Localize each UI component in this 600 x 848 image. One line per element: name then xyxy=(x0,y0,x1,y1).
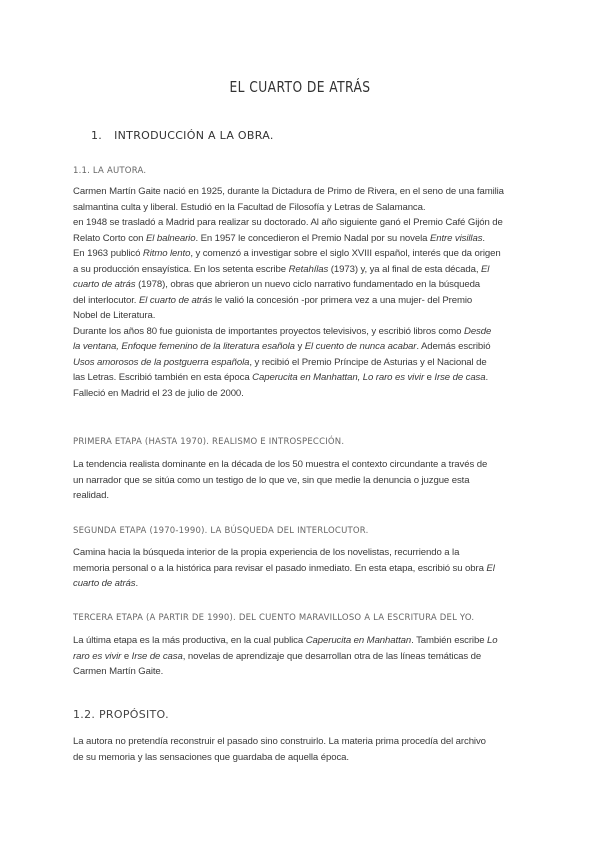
text-line xyxy=(73,324,528,340)
text-line xyxy=(73,750,528,766)
text-line xyxy=(73,473,528,489)
italic-title-run: Irse de casa xyxy=(131,650,183,662)
text-run: En 1963 publicó xyxy=(73,248,143,259)
document-title: EL CUARTO DE ATRÁS xyxy=(229,78,371,96)
text-line xyxy=(73,649,528,665)
italic-title-run: la ventana, Enfoque femenino de la literatura esañola xyxy=(73,341,295,352)
text-run: (1978), obras que abrieron un nuevo ciclo narrativo fundamentado en la búsqueda xyxy=(135,279,481,290)
text-line xyxy=(73,457,528,473)
text-run: Camina hacia la búsqueda interior de la propia experiencia de los novelistas, recurriendo a la xyxy=(73,547,460,558)
paragraph-primera-etapa xyxy=(73,457,528,504)
text-line xyxy=(73,386,528,402)
text-run: . xyxy=(485,372,489,383)
text-run: La última etapa es la más productiva, en la cual publica xyxy=(73,635,306,646)
italic-title-run: Retahílas xyxy=(288,263,329,275)
text-line xyxy=(73,231,528,247)
text-line xyxy=(73,339,528,355)
text-run: , y comenzó a investigar sobre el siglo XVIII español, interés que da origen xyxy=(190,248,501,259)
text-run: e xyxy=(121,650,132,662)
text-run: a su producción ensayística. En los setenta escribe xyxy=(73,263,289,275)
section-heading-introduccion xyxy=(91,129,274,142)
paragraph-autora xyxy=(73,184,528,401)
text-run: . Además escribió xyxy=(416,341,491,352)
text-run: memoria personal o a la histórica para revisar el pasado inmediato. En esta etapa, escribió su obra xyxy=(73,562,487,574)
text-run: de su memoria y las sensaciones que guardaba de aquella época. xyxy=(73,751,349,763)
text-run: , y recibió el Premio Príncipe de Asturias y el Nacional de xyxy=(249,356,487,368)
text-run: . xyxy=(482,232,485,244)
section-label: INTRODUCCIÓN A LA OBRA. xyxy=(114,129,274,142)
text-run: e xyxy=(424,372,435,383)
italic-title-run: Usos amorosos de la postguerra española xyxy=(73,356,250,368)
section-number: 1. xyxy=(91,129,103,142)
italic-title-run: cuarto de atrás xyxy=(73,578,136,589)
italic-title-run: El balneario xyxy=(145,232,196,244)
subsection-heading-tercera-etapa: TERCERA ETAPA (A PARTIR DE 1990). DEL CUENTO MARAVILLOSO A LA ESCRITURA DEL YO. xyxy=(73,613,475,623)
text-line xyxy=(73,215,528,231)
text-line xyxy=(73,664,528,680)
italic-title-run: Lo xyxy=(487,635,498,646)
text-run: y xyxy=(294,341,305,352)
text-run: Carmen Martín Gaite. xyxy=(73,666,164,677)
text-line xyxy=(73,633,528,649)
text-line xyxy=(73,734,528,750)
italic-title-run: cuarto de atrás xyxy=(73,279,136,290)
italic-title-run: El xyxy=(486,562,495,574)
text-line xyxy=(73,488,528,504)
text-run: las Letras. Escribió también en esta época xyxy=(73,372,253,383)
subsection-heading-autora: 1.1. LA AUTORA. xyxy=(73,166,147,176)
paragraph-proposito xyxy=(73,734,528,765)
text-line xyxy=(73,355,528,371)
text-run: . En 1957 le concedieron el Premio Nadal por su novela xyxy=(195,232,430,244)
subsection-heading-primera-etapa: PRIMERA ETAPA (HASTA 1970). REALISMO E INTROSPECCIÓN. xyxy=(73,437,345,447)
text-run: Carmen Martín Gaite nació en 1925, durante la Dictadura de Primo de Rivera, en el seno de una familia xyxy=(73,186,504,197)
text-run: La tendencia realista dominante en la década de los 50 muestra el contexto circundante a través de xyxy=(73,459,488,470)
text-run: , novelas de aprendizaje que desarrollan otra de las líneas temáticas de xyxy=(182,650,482,662)
text-line xyxy=(73,277,528,293)
text-run: La autora no pretendía reconstruir el pasado sino construirlo. La materia prima procedía del archivo xyxy=(73,736,486,747)
paragraph-tercera-etapa xyxy=(73,633,528,680)
italic-title-run: Caperucita en Manhattan, Lo raro es vivir xyxy=(252,372,425,383)
italic-title-run: Entre visillas xyxy=(429,232,483,244)
text-run: Relato Corto con xyxy=(73,232,146,244)
text-line xyxy=(73,184,528,200)
text-run: le valió la concesión -por primera vez a una mujer- del Premio xyxy=(212,294,473,306)
text-run: Nobel de Literatura. xyxy=(73,310,156,321)
italic-title-run: El xyxy=(480,263,490,275)
italic-title-run: Desde xyxy=(463,325,492,337)
paragraph-segunda-etapa xyxy=(73,545,528,592)
text-run: (1973) y, ya al final de esta década, xyxy=(328,263,481,275)
text-line xyxy=(73,561,528,577)
text-line xyxy=(73,262,528,278)
text-run: en 1948 se trasladó a Madrid para realizar su doctorado. Al año siguiente ganó el Premio Café Gijón de xyxy=(73,217,503,228)
text-run: un narrador que se sitúa como un testigo de lo que ve, sin que medie la denuncia o juzgue esta xyxy=(73,474,470,486)
text-line xyxy=(73,308,528,324)
text-line xyxy=(73,293,528,309)
text-run: . También escribe xyxy=(411,635,488,646)
italic-title-run: Irse de casa xyxy=(434,372,486,383)
text-run: Falleció en Madrid el 23 de julio de 2000. xyxy=(73,387,244,399)
text-line xyxy=(73,246,528,262)
text-line xyxy=(73,370,528,386)
text-run: del interlocutor. xyxy=(73,294,139,306)
text-line xyxy=(73,545,528,561)
text-line xyxy=(73,576,528,592)
text-run: realidad. xyxy=(73,490,109,501)
text-run: . xyxy=(135,578,139,589)
text-run: salmantina culta y liberal. Estudió en la Facultad de Filosofía y Letras de Salamanca. xyxy=(73,201,426,213)
italic-title-run: El cuarto de atrás xyxy=(138,294,213,306)
italic-title-run: Ritmo lento xyxy=(142,248,191,259)
text-line xyxy=(73,200,528,216)
italic-title-run: Caperucita en Manhattan xyxy=(305,635,412,646)
italic-title-run: raro es vivir xyxy=(73,650,122,662)
subsection-heading-segunda-etapa: SEGUNDA ETAPA (1970-1990). LA BÚSQUEDA DEL INTERLOCUTOR. xyxy=(73,526,369,536)
italic-title-run: El cuento de nunca acabar xyxy=(304,341,417,352)
text-run: Durante los años 80 fue guionista de importantes proyectos televisivos, y escribió libros como xyxy=(73,325,464,337)
subsection-heading-proposito: 1.2. PROPÓSITO. xyxy=(73,708,169,721)
